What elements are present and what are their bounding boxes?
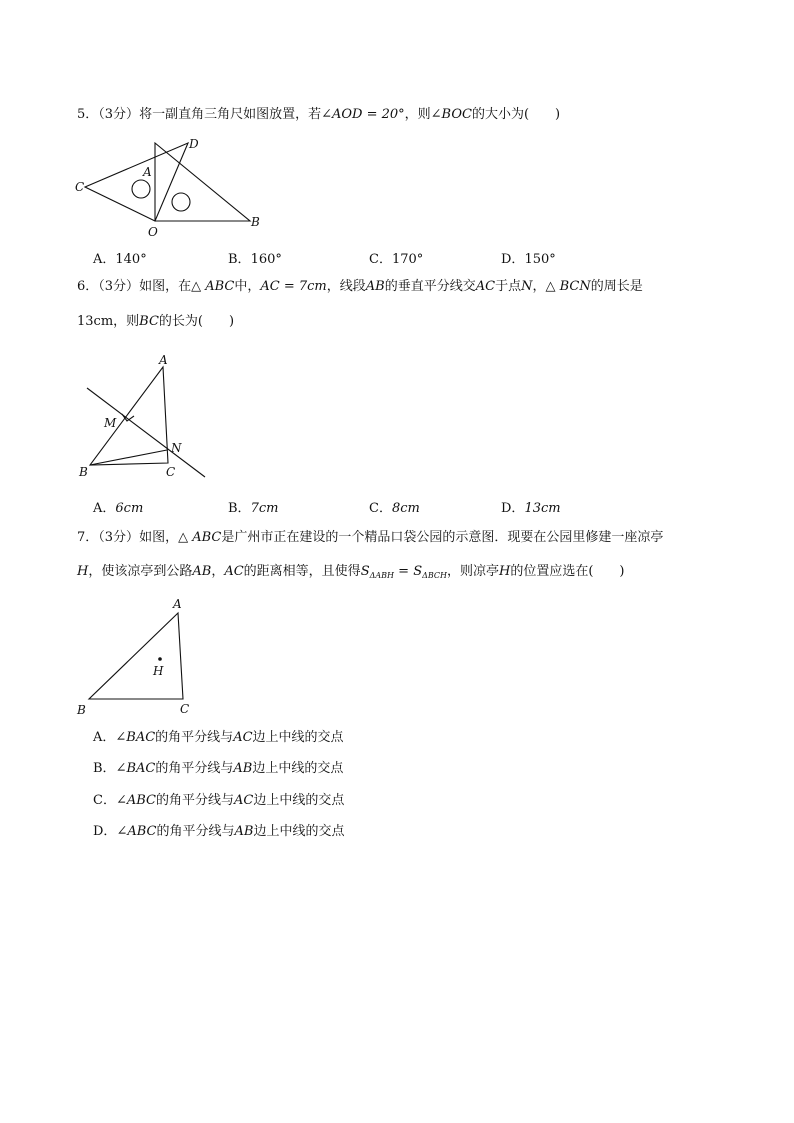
q5-option-a[interactable]: A．140° [93,252,147,267]
q6-label-m: M [104,416,117,430]
q7-stem-line1: 7．（3分）如图，△ ABC是广州市正在建设的一个精品口袋公园的示意图．现要在公园里修建一座凉亭 [77,530,664,545]
q6-label-c: C [166,465,176,479]
q5-number: 5． [77,107,99,122]
q6-stem-line2: 13cm，则BC的长为( ) [77,314,235,329]
q5-label-b: B [251,215,260,229]
q6-label-a: A [159,353,168,367]
q7-stem-line2: H，使该凉亭到公路AB，AC的距离相等，且使得$S_{\Delta ABH} = S_{\Delta BCH}$，则凉亭H的位置应选在( ) [77,564,625,580]
q6-stem-line1: 6．（3分）如图，在△ ABC中，AC = 7cm，线段AB的垂直平分线交AC于点N，△ BCN的周长是 [77,279,643,294]
q6-option-d[interactable]: D．13cm [501,501,561,516]
q5-option-d[interactable]: D．150° [501,252,556,267]
q6-number: 6． [77,279,99,294]
q7-option-b[interactable]: B．∠BAC的角平分线与AB边上中线的交点 [93,761,344,776]
q5-label-d: D [189,137,199,151]
q5-target-angle: ∠BOC [430,107,472,122]
q5-option-c[interactable]: C．170° [369,252,424,267]
q7-option-d[interactable]: D．∠ABC的角平分线与AB边上中线的交点 [93,824,345,839]
q7-label-h: H [153,664,164,678]
q7-label-c: C [180,702,190,716]
q7-point-h [158,657,162,661]
q5-stem: 5．（3分）将一副直角三角尺如图放置，若∠AOD = 20°，则∠BOC的大小为( ) [77,107,561,122]
q5-label-c: C [75,180,85,194]
q7-label-a: A [173,597,182,611]
q6-score: （3分） [98,279,140,294]
q6-option-b[interactable]: B．7cm [228,501,279,516]
q5-label-a: A [143,165,152,179]
q7-label-b: B [77,703,86,717]
q6-option-a[interactable]: A．6cm [93,501,144,516]
q6-option-c[interactable]: C．8cm [369,501,420,516]
q6-label-b: B [79,465,88,479]
q7-option-a[interactable]: A．∠BAC的角平分线与AC边上中线的交点 [93,730,344,745]
q6-condition: AC = 7cm [260,279,327,294]
q7-triangle-abc [89,613,183,699]
q7-option-c[interactable]: C．∠ABC的角平分线与AC边上中线的交点 [93,793,345,808]
q7-score: （3分） [98,530,140,545]
q5-condition: ∠AOD = 20° [321,107,405,122]
q5-score: （3分） [98,107,140,122]
q6-label-n: N [171,441,182,455]
q5-option-b[interactable]: B．160° [228,252,282,267]
q7-number: 7． [77,530,99,545]
q5-label-o: O [148,225,158,239]
